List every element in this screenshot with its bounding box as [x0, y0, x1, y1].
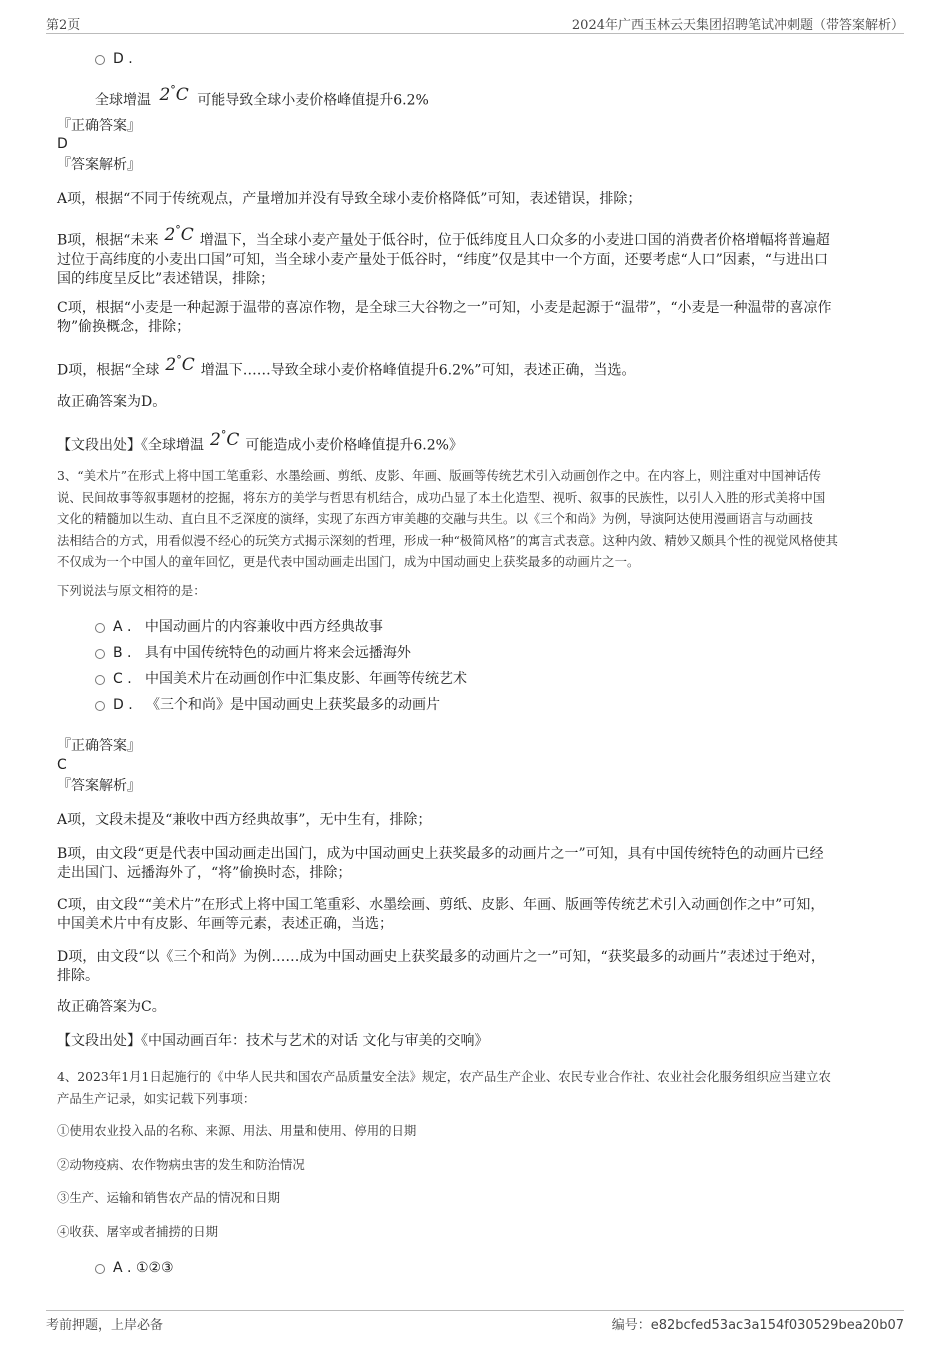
q2-analysis-b: B项，根据“未来 2°C 增温下，当全球小麦产量处于低谷时，位于低纬度且人口众多的小麦进口国的消费者价格增幅将普遍超 过位于高纬度的小麦出口国”可知，当全球小麦产量处于低谷时，“纬度”仅是其中一个方面，还要考虑“人口”因素，“与进出口 国的纬度呈反比”表述错误，排除； [57, 223, 830, 287]
q3-analysis-c: C项，由文段““美术片”在形式上将中国工笔重彩、水墨绘画、剪纸、皮影、年画、版画等传统艺术引入动画创作之中”可知， 中国美术片中有皮影、年画等元素，表述正确，当选； [57, 897, 825, 932]
radio-icon[interactable] [95, 675, 105, 685]
q3-source: 【文段出处】《中国动画百年：技术与艺术的对话 文化与审美的交响》 [57, 1033, 489, 1049]
temperature-formula: 2°C [165, 353, 195, 375]
radio-icon[interactable] [95, 1264, 105, 1274]
page-number: 第2页 [46, 18, 81, 33]
q3-option-b[interactable]: B . 具有中国传统特色的动画片将来会远播海外 [95, 644, 411, 662]
q3-option-a[interactable]: A . 中国动画片的内容兼收中西方经典故事 [95, 618, 383, 636]
q3-analysis-d: D项，由文段“以《三个和尚》为例……成为中国动画史上获奖最多的动画片之一”可知，“获奖最多的动画片”表述过于绝对， 排除。 [57, 949, 825, 984]
q3-analysis-b: B项，由文段“更是代表中国动画走出国门，成为中国动画史上获奖最多的动画片之一”可知，具有中国传统特色的动画片已经 走出国门、远播海外了，“将”偷换时态，排除； [57, 846, 824, 881]
q2-source: 【文段出处】《全球增温 2°C 可能造成小麦价格峰值提升6.2%》 [57, 428, 463, 454]
q4-item-1: ①使用农业投入品的名称、来源、用法、用量和使用、停用的日期 [57, 1123, 417, 1138]
radio-icon[interactable] [95, 649, 105, 659]
q2-analysis-d: D项，根据“全球 2°C 增温下……导致全球小麦价格峰值提升6.2%”可知，表述正确，当选。 [57, 353, 636, 379]
document-code: 编号：e82bcfed53ac3a154f030529bea20b07 [611, 1318, 904, 1333]
q3-option-d[interactable]: D . 《三个和尚》是中国动画史上获奖最多的动画片 [95, 696, 440, 714]
footer-divider [46, 1310, 904, 1311]
q3-analysis-label: 『答案解析』 [57, 778, 141, 794]
q3-answer-label: 『正确答案』 [57, 738, 141, 754]
q2-answer: D [57, 136, 68, 152]
temperature-formula: 2°C [159, 83, 189, 105]
q2-conclusion: 故正确答案为D。 [57, 394, 167, 410]
q2-answer-label: 『正确答案』 [57, 118, 141, 134]
radio-icon[interactable] [95, 623, 105, 633]
q4-option-a[interactable]: A . ①②③ [95, 1259, 174, 1277]
q2-analysis-a: A项，根据“不同于传统观点，产量增加并没有导致全球小麦价格降低”可知，表述错误，排除； [57, 191, 642, 207]
footer-slogan: 考前押题，上岸必备 [46, 1318, 164, 1333]
q3-conclusion: 故正确答案为C。 [57, 999, 166, 1015]
q2-option-d[interactable]: D . [95, 50, 133, 68]
radio-icon[interactable] [95, 55, 105, 65]
q4-item-2: ②动物疫病、农作物病虫害的发生和防治情况 [57, 1157, 305, 1172]
temperature-formula: 2°C [164, 223, 194, 245]
header-divider [46, 33, 904, 34]
q3-passage: 3、“美术片”在形式上将中国工笔重彩、水墨绘画、剪纸、皮影、年画、版画等传统艺术引入动画创作之中。在内容上，则注重对中国神话传 说、民间故事等叙事题材的挖掘，将东方的美学与哲思有机结合，成功凸显了本土化造型、视听、叙事的民族性，以引人入胜的形式美将中国 文化的精髓加以生动、直白且不乏深度的演绎，实现了东西方审美趣的交融与共生。以《三个和尚》为例，导演阿达使用漫画语言与动画技 法相结合的方式，用看似漫不经心的玩笑方式揭示深刻的哲理，形成一种“极简风格”的寓言式表意。这种内敛、精妙又颇具个性的视觉风格使其 不仅成为一个中国人的童年回忆，更是代表中国动画走出国门，成为中国动画史上获奖最多的动画片之一。 [57, 468, 838, 569]
q2-analysis-c: C项，根据“小麦是一种起源于温带的喜凉作物，是全球三大谷物之一”可知，小麦是起源于“温带”，“小麦是一种温带的喜凉作 物”偷换概念，排除； [57, 300, 832, 335]
q4-stem: 4、2023年1月1日起施行的《中华人民共和国农产品质量安全法》规定，农产品生产企业、农民专业合作社、农业社会化服务组织应当建立农 产品生产记录，如实记载下列事项： [57, 1069, 831, 1106]
q3-answer: C [57, 757, 67, 773]
q2-analysis-label: 『答案解析』 [57, 157, 141, 173]
q3-option-c[interactable]: C . 中国美术片在动画创作中汇集皮影、年画等传统艺术 [95, 670, 467, 688]
q3-analysis-a: A项，文段未提及“兼收中西方经典故事”，无中生有，排除； [57, 812, 432, 828]
document-title: 2024年广西玉林云天集团招聘笔试冲刺题（带答案解析） [571, 18, 904, 33]
radio-icon[interactable] [95, 701, 105, 711]
page-header [46, 14, 904, 34]
q4-item-3: ③生产、运输和销售农产品的情况和日期 [57, 1190, 281, 1205]
q4-item-4: ④收获、屠宰或者捕捞的日期 [57, 1224, 219, 1239]
q3-prompt: 下列说法与原文相符的是： [57, 583, 206, 598]
temperature-formula: 2°C [210, 428, 240, 450]
q2-option-d-text: 全球增温 2°C 可能导致全球小麦价格峰值提升6.2% [95, 83, 429, 109]
